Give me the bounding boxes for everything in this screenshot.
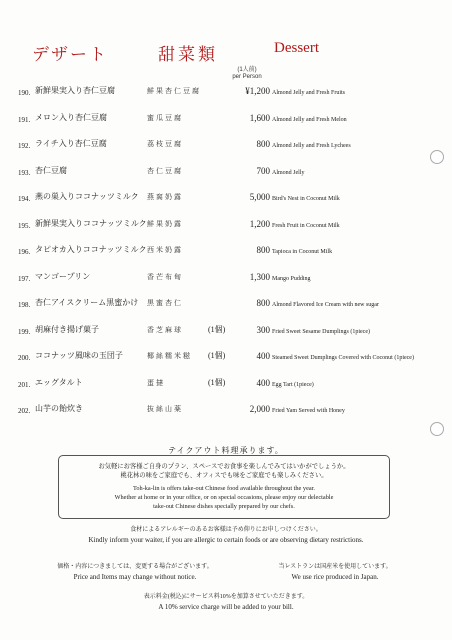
rice-notice-jp: 当レストランは国産米を使用しています。: [278, 564, 392, 570]
item-number: 191.: [18, 115, 31, 124]
item-name-en: Mango Pudding: [272, 275, 311, 282]
item-number: 201.: [18, 380, 31, 389]
item-name-jp: メロン入り杏仁豆腐: [35, 112, 107, 122]
item-price: 700: [256, 165, 270, 176]
item-name-jp: 杏仁アイスクリーム黒蜜かけ: [35, 298, 139, 307]
menu-item: [0, 211, 452, 238]
item-name-cn: 椰絲糯米糍: [147, 352, 192, 360]
menu-item: [0, 158, 452, 185]
menu-item: [0, 264, 452, 291]
takeout-title: テイクアウト料理承ります。: [168, 446, 284, 455]
item-price: ¥1,200: [245, 86, 270, 96]
rice-notice-en: We use rice produced in Japan.: [291, 573, 379, 581]
item-name-cn: 鮮果奶露: [147, 219, 183, 228]
item-name-jp: タピオカ入りココナッツミルク: [35, 245, 147, 254]
allergy-jp: 食材によるアレルギーのあるお客様は予め仰りにお申しつけください。: [130, 527, 322, 533]
header-japanese: デザート: [32, 45, 108, 64]
item-name-jp: 胡麻付き揚げ菓子: [35, 324, 99, 334]
takeout-en-line-2: Whether at home or in your office, or on special occasions, please enjoy our delectable: [114, 494, 334, 501]
item-name-en: Tapioca in Coconut Milk: [272, 249, 333, 255]
item-price: 5,000: [249, 192, 270, 202]
takeout-en-line-1: Toh-ka-lin is offers take-out Chinese food available throughout the year.: [132, 485, 315, 492]
item-name-cn: 黒蜜杏仁: [147, 299, 183, 307]
item-name-jp: ライチ入り杏仁豆腐: [35, 139, 107, 148]
price-header-jp: (1人前): [237, 67, 257, 73]
item-name-cn: 荔枝豆腐: [147, 140, 183, 148]
item-price: 800: [256, 139, 270, 149]
item-name-en: Almond Jelly and Fresh Melon: [272, 116, 347, 123]
menu-item: [0, 317, 452, 344]
item-name-en: Egg Tart (1piece): [272, 381, 314, 388]
item-number: 200.: [18, 354, 31, 362]
item-name-cn: 抜絲山薬: [147, 405, 183, 413]
takeout-jp-line-1: お気軽にお客様ご自身のプラン、スペースでお食事を楽しんでみてはいかがでしょうか。: [98, 463, 350, 470]
item-name-en: Almond Jelly and Fresh Fruits: [272, 90, 345, 96]
item-quantity: (1個): [208, 377, 226, 387]
menu-item: [0, 237, 452, 264]
item-number: 192.: [18, 142, 31, 150]
item-quantity: (1個): [208, 351, 226, 360]
takeout-jp-line-2: 桃花林の味をご家庭でも、オフィスでも味をご家庭でも楽しみください。: [120, 472, 328, 479]
item-name-cn: 鮮果杏仁豆腐: [147, 87, 201, 95]
item-name-en: Almond Jelly and Fresh Lychees: [272, 143, 351, 149]
item-number: 190.: [18, 89, 31, 97]
item-price: 1,200: [249, 218, 270, 229]
item-name-jp: 山芋の飴炊き: [35, 404, 83, 413]
rice-notice: [250, 562, 420, 582]
item-price: 400: [256, 377, 270, 388]
item-name-jp: 燕の巣入りココナッツミルク: [35, 192, 139, 201]
item-name-en: Almond Flavored Ice Cream with new sugar: [272, 302, 379, 308]
item-price: 800: [256, 245, 270, 255]
item-price: 1,600: [249, 112, 270, 123]
item-name-jp: ココナッツ風味の玉団子: [35, 351, 123, 360]
item-name-cn: 蛋撻: [147, 378, 165, 387]
menu-item: [0, 184, 452, 211]
item-name-jp: 新鮮果実入りココナッツミルク: [35, 218, 147, 228]
item-name-jp: エッグタルト: [35, 377, 83, 387]
item-price: 800: [256, 298, 270, 308]
service-charge-notice: [0, 592, 452, 612]
takeout-box: [58, 455, 390, 519]
price-notice: [50, 562, 220, 582]
item-name-en: Fried Sweet Sesame Dumplings (1piece): [272, 328, 370, 335]
item-name-en: Almond Jelly: [272, 169, 305, 176]
menu-item: [0, 290, 452, 317]
binder-hole: [430, 150, 444, 164]
allergy-en: Kindly inform your waiter, if you are allergic to certain foods or are observing dietary restrictions.: [88, 536, 364, 544]
item-name-en: Fried Yam Served with Honey: [272, 408, 345, 414]
menu-item: [0, 78, 452, 105]
menu-item: [0, 105, 452, 132]
service-en: A 10% service charge will be added to your bill.: [158, 603, 294, 611]
item-name-jp: マンゴープリン: [35, 271, 91, 281]
item-number: 193.: [18, 168, 31, 177]
price-header-en: per Person: [232, 74, 262, 80]
item-name-en: Steamed Sweet Dumplings Covered with Coconut (1piece): [272, 355, 414, 361]
item-name-jp: 新鮮果実入り杏仁豆腐: [35, 86, 115, 95]
menu-list: [0, 78, 452, 423]
service-jp: 表示料金(税込)にサービス料10%を加算させていただきます。: [143, 594, 309, 600]
item-number: 202.: [18, 407, 31, 415]
item-name-cn: 燕窩奶露: [147, 193, 183, 201]
menu-item: [0, 343, 452, 370]
takeout-en-line-3: take-out Chinese dishes specially prepared by our chefs.: [153, 503, 295, 510]
header-chinese: 甜菜類: [158, 45, 218, 64]
item-name-cn: 香芝麻球: [147, 325, 183, 334]
item-name-en: Bird's Nest in Coconut Milk: [272, 196, 340, 202]
item-price: 400: [256, 351, 270, 361]
allergy-notice: [0, 525, 452, 545]
item-name-cn: 蜜瓜豆腐: [147, 113, 183, 122]
item-number: 199.: [18, 327, 31, 336]
item-quantity: (1個): [208, 324, 226, 334]
menu-item: [0, 370, 452, 397]
price-notice-en: Price and Items may change without notice.: [73, 573, 197, 581]
item-name-cn: 杏仁豆腐: [147, 166, 183, 175]
item-number: 194.: [18, 195, 31, 203]
item-number: 197.: [18, 274, 31, 283]
item-price: 2,000: [249, 404, 270, 414]
header-english: Dessert: [274, 40, 319, 56]
binder-hole: [430, 422, 444, 436]
item-name-cn: 西米奶露: [147, 246, 183, 254]
item-name-jp: 杏仁豆腐: [35, 165, 67, 175]
item-name-en: Fresh Fruit in Coconut Milk: [272, 222, 340, 229]
price-notice-jp: 価格・内容につきましては、変更する場合がございます。: [57, 564, 213, 570]
item-number: 198.: [18, 301, 31, 309]
menu-item: [0, 131, 452, 158]
item-price: 300: [256, 324, 270, 335]
item-number: 196.: [18, 248, 31, 256]
item-number: 195.: [18, 221, 31, 230]
item-price: 1,300: [249, 271, 270, 282]
menu-item: [0, 396, 452, 423]
item-name-cn: 香芒布甸: [147, 272, 183, 281]
